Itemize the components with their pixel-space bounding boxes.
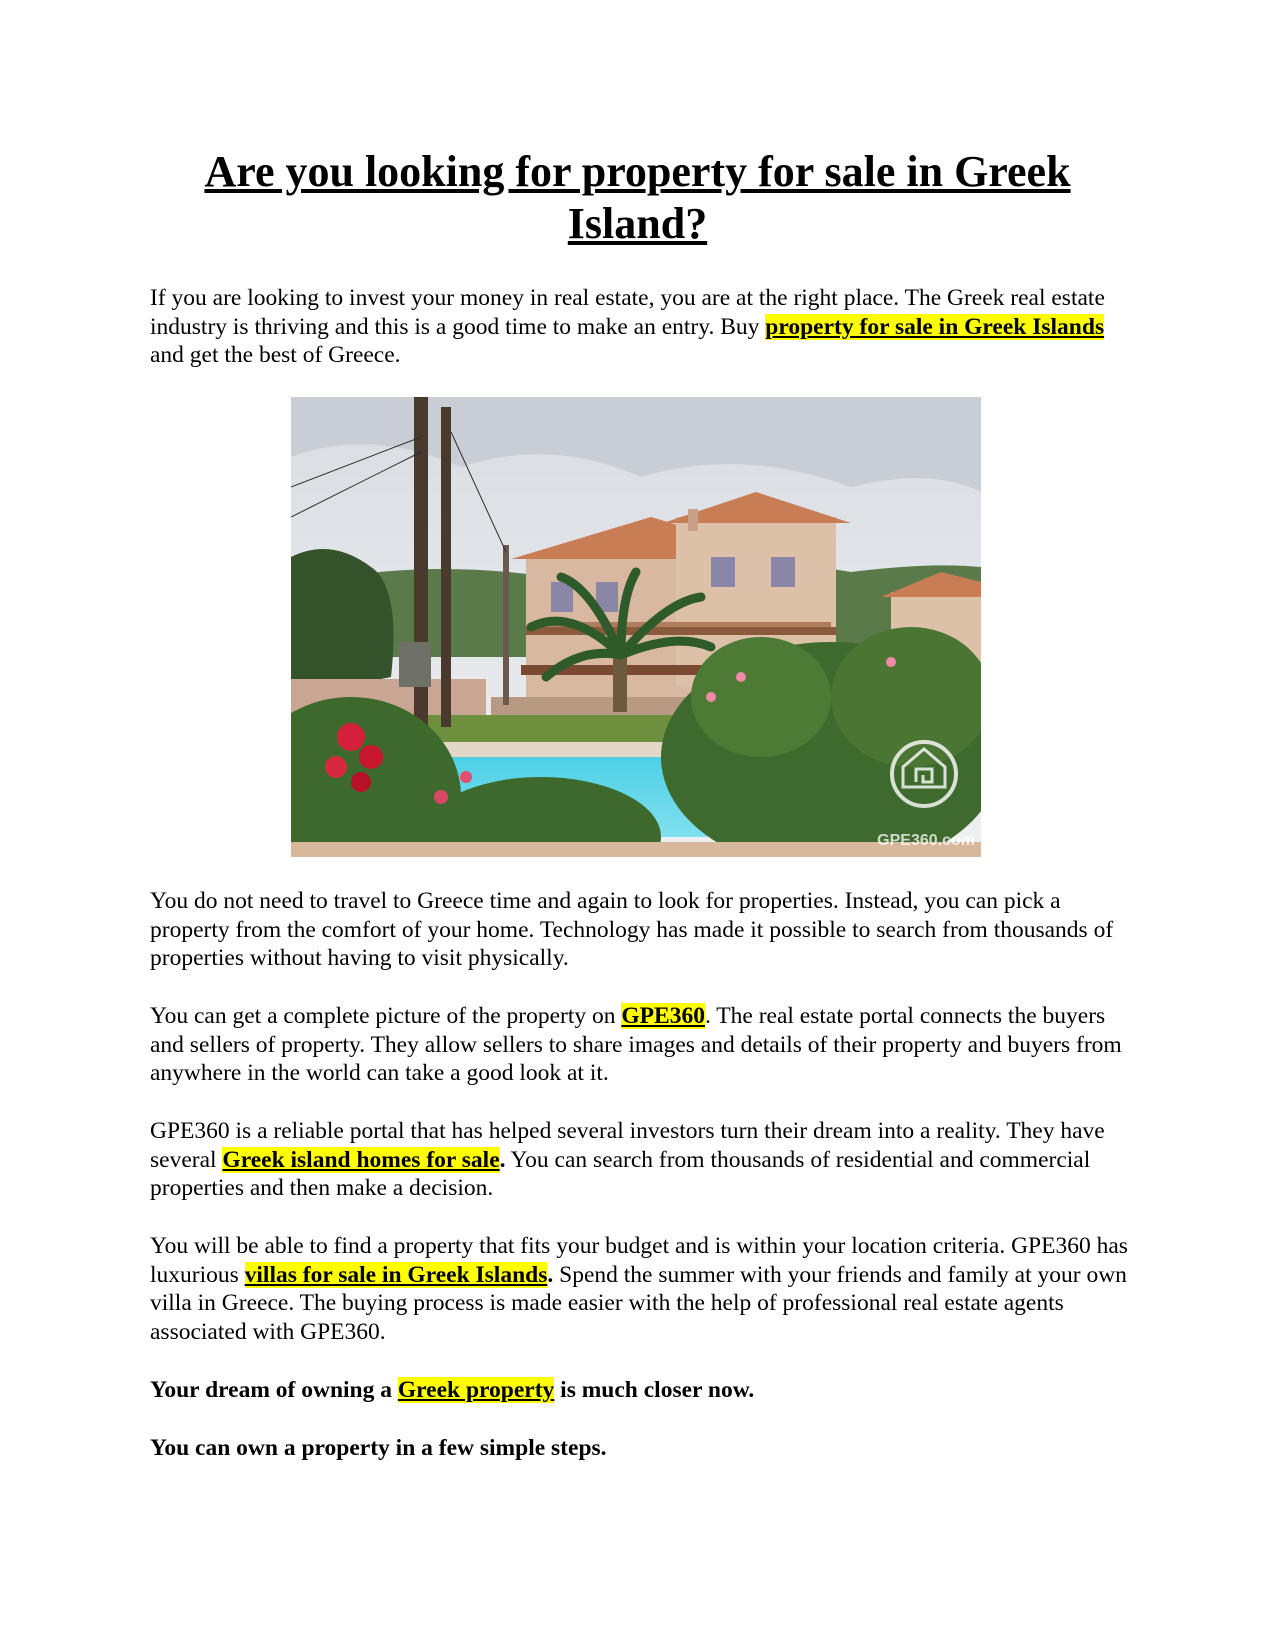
paragraph-budget xyxy=(150,1232,1140,1346)
intro-paragraph xyxy=(150,284,1140,370)
p3-bold-period: . xyxy=(499,1146,506,1173)
greek-property-link[interactable]: Greek property xyxy=(397,1377,555,1403)
p2-text-after: . The real estate portal connects the buyers and sellers of property. They allow sellers to share images and details of their property and buyers from anywhere in the world can take a good look at it. xyxy=(150,1003,1122,1087)
paragraph-gpe360 xyxy=(150,1002,1140,1088)
p3-text-before: GPE360 is a reliable portal that has helped several investors turn their dream into a reality. They have several xyxy=(150,1118,1105,1173)
p3-text-after: You can search from thousands of residential and commercial properties and then make a decision. xyxy=(150,1146,1091,1202)
p5-text-before: Your dream of owning a xyxy=(150,1377,398,1403)
page-title: Are you looking for property for sale in Greek Island? xyxy=(204,147,1071,248)
intro-text-before: If you are looking to invest your money in real estate, you are at the right place. The Greek real estate industry is thriving and this is a good time to make an entry. Buy xyxy=(150,285,1105,340)
paragraph-travel: You do not need to travel to Greece time and again to look for properties. Instead, you can pick a property from the comfort of your home. Technology has made it possible to search from thousands of properties without having to visit physically. xyxy=(150,888,1114,972)
property-for-sale-link[interactable]: property for sale in Greek Islands xyxy=(765,313,1105,340)
photo-watermark: GPE360.com xyxy=(877,832,975,849)
villas-for-sale-link[interactable]: villas for sale in Greek Islands xyxy=(244,1261,548,1288)
paragraph-reliable-portal xyxy=(150,1117,1140,1203)
p5-text-after: is much closer now. xyxy=(554,1377,755,1403)
gpe360-link[interactable]: GPE360 xyxy=(621,1003,705,1029)
p4-text-after: Spend the summer with your friends and family at your own villa in Greece. The buying process is made easier with the help of professional real estate agents associated with GPE360. xyxy=(150,1261,1127,1345)
intro-text-after: and get the best of Greece. xyxy=(150,342,401,369)
p4-text-before: You will be able to find a property that fits your budget and is within your location criteria. GPE360 has luxurious xyxy=(150,1233,1128,1288)
property-photo xyxy=(291,397,981,857)
p2-text-before: You can get a complete picture of the property on xyxy=(150,1003,622,1029)
greek-island-homes-link[interactable]: Greek island homes for sale xyxy=(222,1146,500,1173)
paragraph-dream xyxy=(150,1376,1140,1405)
paragraph-steps: You can own a property in a few simple steps. xyxy=(150,1435,607,1461)
p4-bold-period: . xyxy=(547,1261,554,1288)
